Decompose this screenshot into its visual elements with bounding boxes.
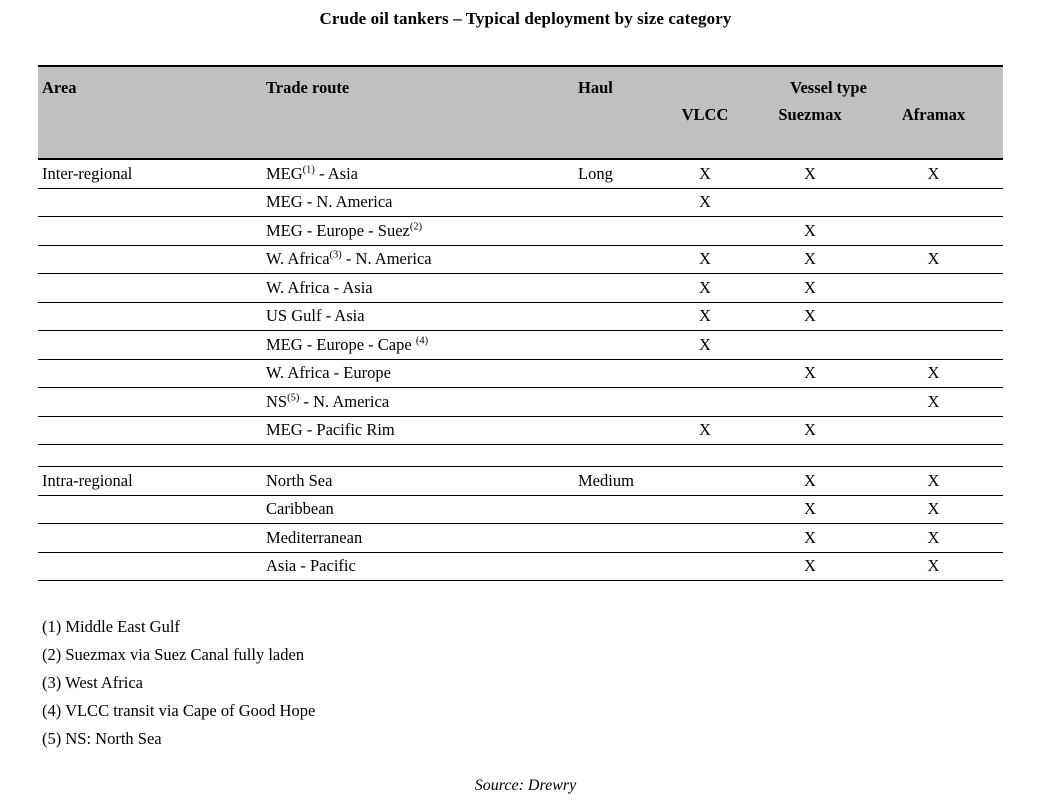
cell-vlcc-mark: X (654, 159, 756, 188)
cell-aframax-mark (864, 302, 1003, 331)
cell-aframax-mark (864, 217, 1003, 246)
route-text: Caribbean (266, 499, 334, 519)
cell-area (38, 495, 262, 524)
cell-aframax-mark: X (864, 388, 1003, 417)
table-row (38, 188, 1003, 217)
cell-suezmax-mark: X (756, 524, 864, 553)
footnote-line: (4) VLCC transit via Cape of Good Hope (42, 701, 316, 720)
route-text: US Gulf - Asia (266, 306, 365, 326)
route-text: NS (266, 391, 288, 411)
cell-area (38, 217, 262, 246)
cell-haul (574, 524, 654, 553)
spacer-cell (38, 445, 1003, 467)
col-header-area: Area (38, 66, 262, 98)
cell-suezmax-mark: X (756, 416, 864, 445)
cell-trade-route (262, 552, 574, 581)
cell-aframax-mark: X (864, 495, 1003, 524)
cell-trade-route (262, 302, 574, 331)
footnote-line: (2) Suezmax via Suez Canal fully laden (42, 645, 305, 664)
table-row (38, 359, 1003, 388)
cell-aframax-mark (864, 331, 1003, 360)
cell-area (38, 188, 262, 217)
cell-trade-route (262, 245, 574, 274)
cell-aframax-mark: X (864, 467, 1003, 496)
cell-vlcc-mark (654, 359, 756, 388)
table-row (38, 274, 1003, 303)
cell-area (38, 302, 262, 331)
cell-vlcc-mark (654, 524, 756, 553)
cell-area (38, 331, 262, 360)
source-note: Source: Drewry (474, 777, 577, 794)
route-text: - N. America (299, 391, 390, 411)
table-row (38, 552, 1003, 581)
cell-suezmax-mark: X (756, 552, 864, 581)
table-row (38, 245, 1003, 274)
cell-vlcc-mark: X (654, 302, 756, 331)
footnote-ref: (5) (287, 392, 300, 404)
table-row (38, 495, 1003, 524)
cell-aframax-mark: X (864, 245, 1003, 274)
table-row (38, 388, 1003, 417)
cell-aframax-mark (864, 188, 1003, 217)
cell-trade-route (262, 217, 574, 246)
footnote-ref: (4) (415, 335, 429, 347)
cell-aframax-mark (864, 416, 1003, 445)
cell-area: Inter-regional (38, 159, 262, 188)
cell-trade-route (262, 467, 574, 496)
cell-vlcc-mark (654, 467, 756, 496)
cell-vlcc-mark: X (654, 331, 756, 360)
route-text: MEG - Europe - Suez (266, 220, 410, 240)
cell-vlcc-mark: X (654, 188, 756, 217)
cell-trade-route (262, 274, 574, 303)
cell-trade-route (262, 359, 574, 388)
cell-haul (574, 217, 654, 246)
cell-vlcc-mark (654, 217, 756, 246)
col-header-aframax: Aframax (864, 98, 1003, 159)
cell-trade-route (262, 495, 574, 524)
cell-trade-route (262, 159, 574, 188)
deployment-table (38, 65, 1003, 581)
table-row (38, 217, 1003, 246)
footnote-line: (1) Middle East Gulf (42, 617, 180, 636)
cell-suezmax-mark (756, 388, 864, 417)
table-row (38, 467, 1003, 496)
cell-haul (574, 495, 654, 524)
cell-haul: Long (574, 159, 654, 188)
table-row (38, 331, 1003, 360)
col-header-suezmax: Suezmax (756, 98, 864, 159)
cell-area (38, 552, 262, 581)
cell-vlcc-mark: X (654, 245, 756, 274)
table-body (38, 159, 1003, 581)
route-text: W. Africa - Europe (266, 363, 391, 383)
cell-haul (574, 274, 654, 303)
col-header-vlcc: VLCC (654, 98, 756, 159)
col-header-haul: Haul (574, 66, 654, 98)
cell-haul (574, 359, 654, 388)
cell-trade-route (262, 188, 574, 217)
cell-area (38, 524, 262, 553)
cell-area (38, 416, 262, 445)
cell-suezmax-mark: X (756, 467, 864, 496)
table-title: Crude oil tankers – Typical deployment by size category (319, 9, 732, 28)
cell-trade-route (262, 331, 574, 360)
table-row (38, 159, 1003, 188)
cell-vlcc-mark (654, 495, 756, 524)
cell-suezmax-mark: X (756, 245, 864, 274)
cell-suezmax-mark: X (756, 274, 864, 303)
cell-area (38, 388, 262, 417)
cell-haul: Medium (574, 467, 654, 496)
cell-area (38, 359, 262, 388)
cell-haul (574, 302, 654, 331)
cell-suezmax-mark: X (756, 495, 864, 524)
route-text: MEG - Europe - Cape (266, 334, 416, 354)
route-text: MEG - N. America (266, 192, 393, 212)
cell-vlcc-mark: X (654, 416, 756, 445)
header-row-main (38, 66, 1003, 98)
cell-vlcc-mark: X (654, 274, 756, 303)
header-spacer-trade-route (262, 98, 574, 159)
cell-haul (574, 552, 654, 581)
footnote-ref: (3) (329, 249, 342, 261)
header-row-vessel-subcolumns (38, 98, 1003, 159)
cell-aframax-mark: X (864, 359, 1003, 388)
footnote-ref: (1) (302, 164, 315, 176)
cell-haul (574, 388, 654, 417)
footnotes (42, 613, 315, 753)
footnote-line: (5) NS: North Sea (42, 729, 162, 748)
cell-trade-route (262, 388, 574, 417)
cell-haul (574, 331, 654, 360)
cell-aframax-mark: X (864, 159, 1003, 188)
route-text: W. Africa (266, 249, 330, 269)
route-text: W. Africa - Asia (266, 277, 373, 297)
col-header-trade-route: Trade route (262, 66, 574, 98)
cell-suezmax-mark: X (756, 159, 864, 188)
cell-trade-route (262, 416, 574, 445)
table-row (38, 302, 1003, 331)
cell-suezmax-mark (756, 331, 864, 360)
route-text: - Asia (314, 163, 359, 183)
table-row (38, 416, 1003, 445)
header-spacer-haul (574, 98, 654, 159)
route-text: MEG (266, 163, 303, 183)
cell-trade-route (262, 524, 574, 553)
cell-haul (574, 416, 654, 445)
route-text: MEG - Pacific Rim (266, 420, 395, 440)
cell-suezmax-mark: X (756, 302, 864, 331)
col-header-vessel-type: Vessel type (654, 66, 1003, 98)
cell-area (38, 274, 262, 303)
cell-aframax-mark: X (864, 552, 1003, 581)
route-text: - N. America (341, 249, 432, 269)
cell-aframax-mark: X (864, 524, 1003, 553)
route-text: Mediterranean (266, 527, 363, 547)
cell-haul (574, 245, 654, 274)
footnote-ref: (2) (409, 221, 423, 233)
table-row (38, 524, 1003, 553)
table-header (38, 66, 1003, 159)
cell-area (38, 245, 262, 274)
cell-vlcc-mark (654, 388, 756, 417)
section-spacer-row (38, 445, 1003, 467)
cell-vlcc-mark (654, 552, 756, 581)
footnote-line: (3) West Africa (42, 673, 143, 692)
cell-aframax-mark (864, 274, 1003, 303)
cell-suezmax-mark: X (756, 359, 864, 388)
route-text: North Sea (266, 470, 333, 490)
route-text: Asia - Pacific (266, 556, 356, 576)
cell-suezmax-mark (756, 188, 864, 217)
cell-area: Intra-regional (38, 467, 262, 496)
cell-suezmax-mark: X (756, 217, 864, 246)
header-spacer-area (38, 98, 262, 159)
cell-haul (574, 188, 654, 217)
